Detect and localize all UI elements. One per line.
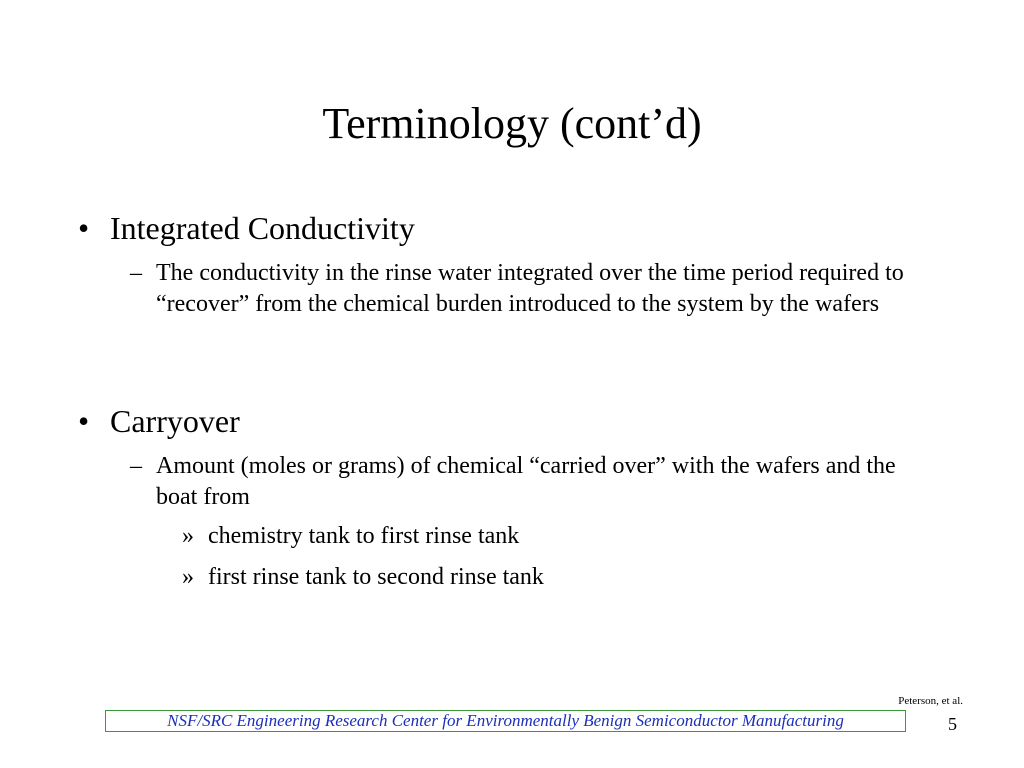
list-item-chemistry-to-first-rinse xyxy=(182,521,519,552)
bullet-heading: Integrated Conductivity xyxy=(110,210,415,246)
bullet-integrated-conductivity xyxy=(78,210,415,246)
slide-title: Terminology (cont’d) xyxy=(322,99,702,148)
bullet-marker: • xyxy=(78,210,90,246)
subpoint-integrated-conductivity-definition xyxy=(130,258,930,320)
page-number: 5 xyxy=(948,714,957,734)
list-item-text: first rinse tank to second rinse tank xyxy=(208,564,544,590)
chevron-marker: » xyxy=(182,564,194,590)
list-item-text: chemistry tank to first rinse tank xyxy=(208,523,520,549)
bullet-carryover xyxy=(78,403,240,439)
subpoint-text: The conductivity in the rinse water integrated over the time period required to “recover” from the chemical burden introduced to the system by the wafers xyxy=(156,260,904,317)
bullet-heading: Carryover xyxy=(110,403,240,439)
bullet-marker: • xyxy=(78,403,90,439)
list-item-first-to-second-rinse xyxy=(182,562,544,593)
chevron-marker: » xyxy=(182,523,194,549)
footer-center-name: NSF/SRC Engineering Research Center for Environmentally Benign Semiconductor Manufacturing xyxy=(105,710,906,732)
subpoint-text: Amount (moles or grams) of chemical “carried over” with the wafers and the boat from xyxy=(156,453,896,510)
subpoint-carryover-definition xyxy=(130,451,930,513)
author-credit: Peterson, et al. xyxy=(898,695,963,707)
dash-marker: – xyxy=(130,260,142,286)
dash-marker: – xyxy=(130,453,142,479)
